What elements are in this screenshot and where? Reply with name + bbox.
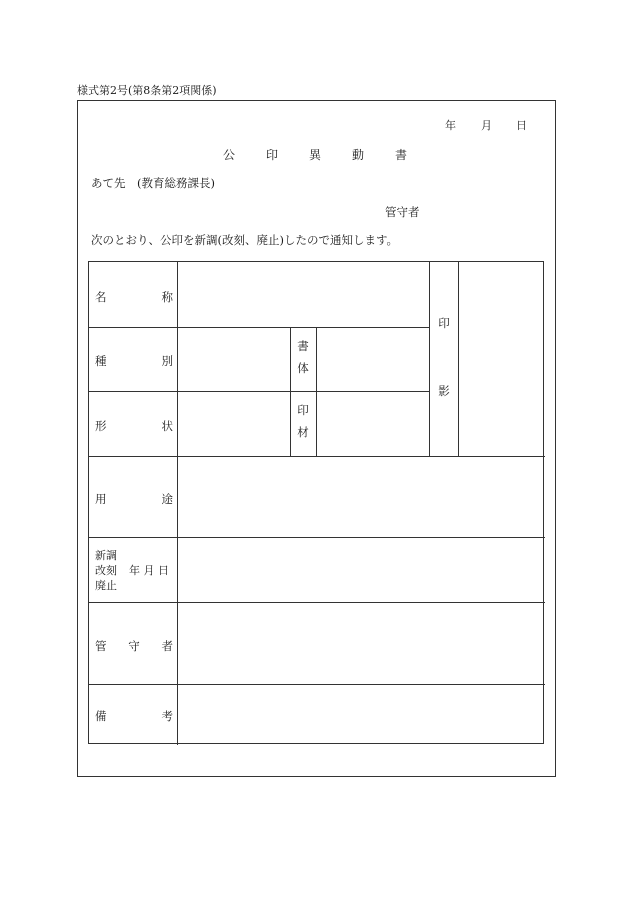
column-divider	[290, 327, 291, 456]
row-divider	[89, 684, 545, 685]
label-date-abolish: 廃止	[95, 579, 117, 592]
label-use: 用 途	[95, 492, 173, 506]
title-char: 動	[351, 148, 364, 162]
label-date-recut: 改刻	[95, 564, 117, 577]
title-char: 印	[265, 148, 278, 162]
label-font: 書 体	[297, 339, 309, 375]
row-divider	[89, 327, 429, 328]
row-divider	[89, 391, 429, 392]
seal-change-table	[88, 261, 544, 744]
notice-text: 次のとおり、公印を新調(改刻、廃止)したので通知します。	[91, 233, 399, 247]
label-date-new: 新調	[95, 549, 117, 562]
label-remarks: 備 考	[95, 709, 173, 723]
label-type: 種 別	[95, 354, 173, 368]
date-day-label: 日	[516, 119, 527, 132]
label-impression: 印 影	[438, 316, 450, 398]
title-char: 公	[222, 148, 235, 162]
label-date-ymd: 年 月 日	[129, 564, 169, 577]
title-char: 異	[308, 148, 321, 162]
column-divider	[429, 262, 430, 456]
label-name: 名 称	[95, 290, 173, 304]
label-shape: 形 状	[95, 419, 173, 433]
column-divider	[316, 327, 317, 456]
label-material: 印 材	[297, 403, 309, 439]
row-divider	[89, 602, 545, 603]
title-char: 書	[394, 148, 407, 162]
document-title	[0, 149, 630, 161]
date-month-label: 月	[481, 119, 492, 132]
form-caption: 様式第2号(第8条第2項関係)	[77, 84, 217, 97]
custodian-signature-label: 管守者	[385, 205, 420, 219]
row-divider	[89, 456, 545, 457]
addressee: あて先 (教育総務課長)	[91, 176, 215, 190]
label-custodian: 管 守 者	[95, 639, 173, 653]
column-divider	[458, 262, 459, 456]
date-year-label: 年	[445, 119, 456, 132]
column-divider	[177, 262, 178, 745]
row-divider	[89, 537, 545, 538]
